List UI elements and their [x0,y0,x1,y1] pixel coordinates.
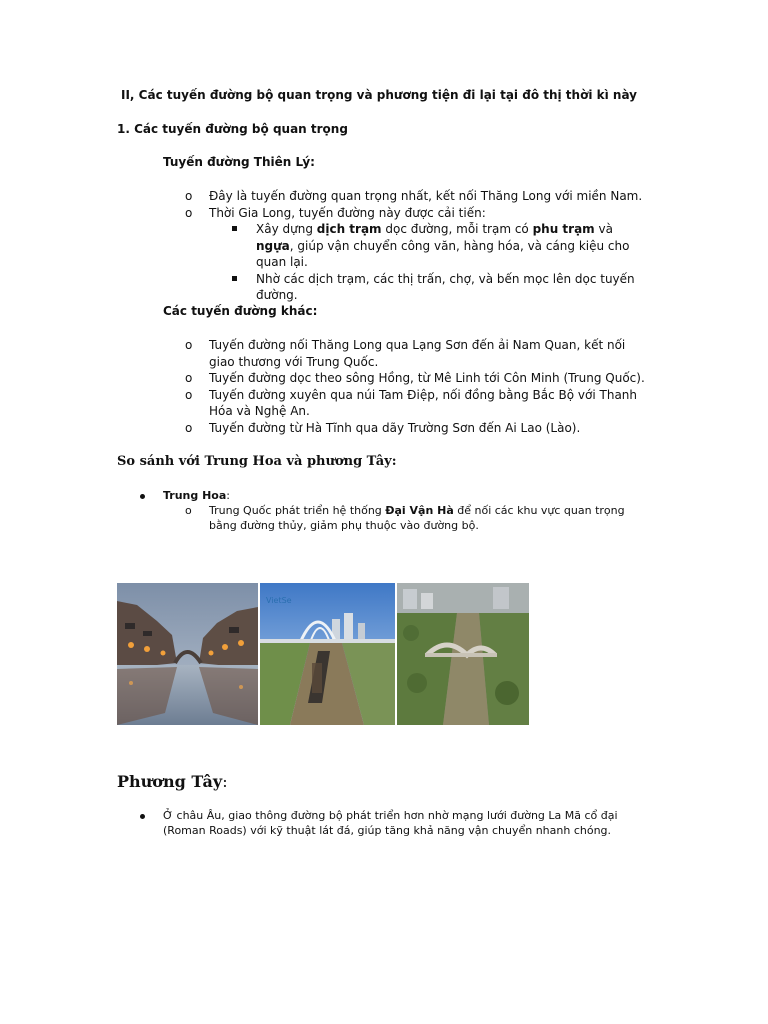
sub-list-item [0,503,768,533]
list-item [0,387,768,420]
thien-ly-heading: Tuyến đường Thiên Lý: [163,155,315,169]
text-run: Trung Quốc phát triển hệ thống [209,504,386,517]
west-heading [117,772,228,791]
arched-bridge-canal-photo [397,583,529,725]
other-routes-heading: Các tuyến đường khác: [163,304,318,318]
west-heading-text: Phương Tây [117,772,223,791]
list-item [0,808,768,838]
text-run: Xây dựng [256,222,317,236]
list-item [0,370,768,387]
circle-bullet-icon: o [185,504,192,517]
bold-term: dịch trạm [316,222,382,236]
list-item-text: Thời Gia Long, tuyến đường này được cải tiến: [209,205,486,220]
dot-bullet-icon [140,494,145,499]
sub-list-item [0,221,768,271]
list-item [0,337,768,370]
colon: : [226,489,230,502]
list-item [0,205,768,222]
list-item-text [209,503,654,533]
section-title: II, Các tuyến đường bộ quan trọng và phương tiện đi lại tại đô thị thời kì này [121,88,637,102]
list-item-text: Tuyến đường từ Hà Tĩnh qua dãy Trường Sơn đến Ai Lao (Lào). [209,420,581,435]
colon: : [222,772,228,791]
text-run: dọc đường, mỗi trạm có [381,222,533,236]
thien-ly-list [0,188,768,304]
text-run: , giúp vận chuyển công văn, hàng hóa, và cáng kiệu cho quan lại. [256,238,630,269]
text-run: để nối các khu vực quan trọng bằng đường thủy, giảm phụ thuộc vào đường bộ. [209,504,625,532]
circle-bullet-icon: o [185,338,193,352]
photo-watermark: VietSe [266,596,292,605]
text-run: và [594,222,613,236]
list-item [0,488,768,503]
subsection-title: 1. Các tuyến đường bộ quan trọng [117,122,348,136]
canal-photo-strip [117,583,529,725]
west-list [0,808,768,838]
bold-term: ngựa [256,238,290,253]
dot-bullet-icon [140,814,145,819]
list-item [0,420,768,437]
other-routes-list [0,337,768,436]
circle-bullet-icon: o [185,189,193,203]
circle-bullet-icon: o [185,205,193,220]
sub-list-item [0,271,768,304]
compare-heading: So sánh với Trung Hoa và phương Tây: [117,454,397,469]
list-item-text: Tuyến đường nối Thăng Long qua Lạng Sơn đến ải Nam Quan, kết nối giao thương với Trung Quốc. [209,338,626,369]
circle-bullet-icon: o [185,371,193,385]
list-item-text: Đây là tuyến đường quan trọng nhất, kết nối Thăng Long với miền Nam. [209,189,643,203]
china-label: Trung Hoa [163,489,227,502]
sub-list-item-text: Nhờ các dịch trạm, các thị trấn, chợ, và bến mọc lên dọc tuyến đường. [256,271,635,302]
square-bullet-icon [232,276,237,281]
list-item-text: Tuyến đường xuyên qua núi Tam Điệp, nối đồng bằng Bắc Bộ với Thanh Hóa và Nghệ An. [209,387,638,418]
circle-bullet-icon: o [185,420,193,435]
list-item [0,188,768,205]
bold-term: phu trạm [532,222,595,236]
list-item-text: Tuyến đường dọc theo sông Hồng, từ Mê Linh tới Côn Minh (Trung Quốc). [209,371,645,385]
bold-term: Đại Vận Hà [385,504,454,517]
sub-list-item-text [256,221,654,271]
square-bullet-icon [232,226,237,231]
china-label-line [163,488,768,503]
water-town-canal-photo [117,583,258,725]
china-list [0,488,768,533]
grand-canal-barge-photo [260,583,395,725]
circle-bullet-icon: o [185,387,193,402]
list-item-text: Ở châu Âu, giao thông đường bộ phát triển hơn nhờ mạng lưới đường La Mã cổ đại (Roman Roads) với kỹ thuật lát đá, giúp tăng khả năng vận chuyển nhanh chóng. [163,809,618,837]
